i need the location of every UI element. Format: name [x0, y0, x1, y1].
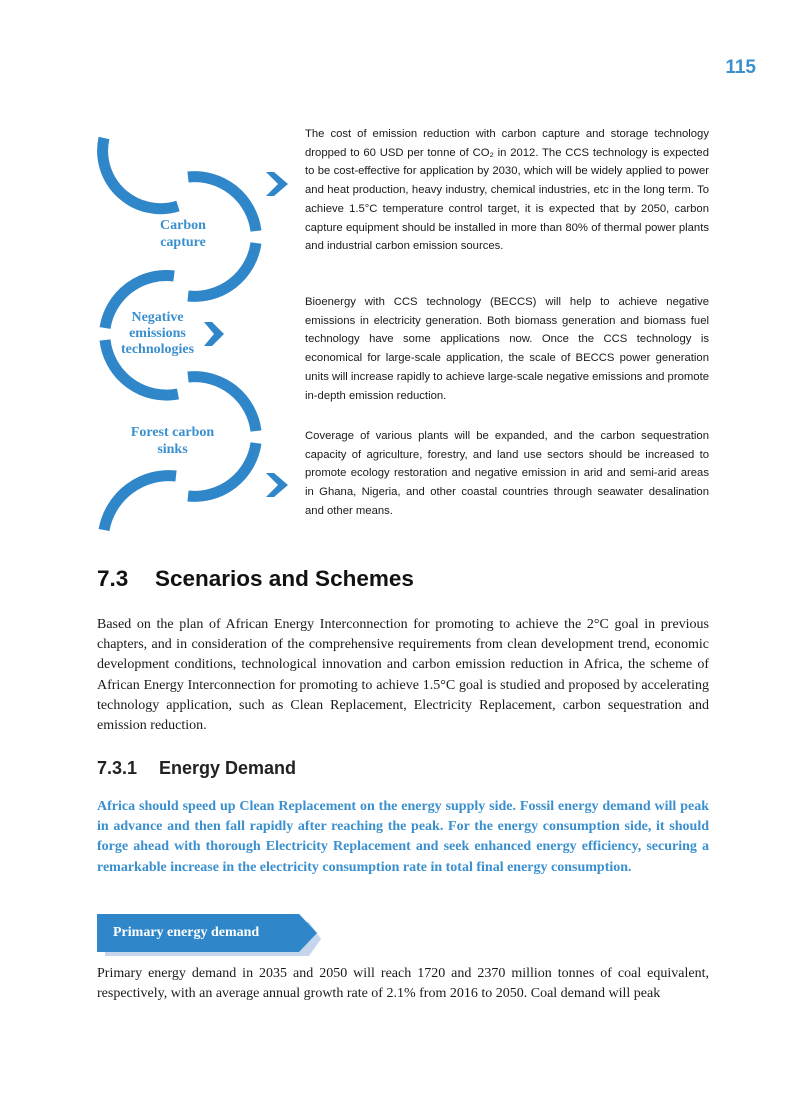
arc-1 — [103, 138, 178, 209]
label-negative-emissions — [110, 310, 205, 358]
chevron-right-icon — [266, 172, 288, 196]
section-intro-paragraph: Based on the plan of African Energy Interconnection for promoting to achieve the 2°C goal in previous chapters, and in consideration of the comprehensive requirements from clean development trend, economic development conditions, technological innovation and carbon emission reduction in Africa, the scheme of African Energy Interconnection for promoting to achieve 1.5°C goal is studied and proposed by accelerating technology application, such as Clean Replacement, Electricity Replacement, carbon sequestration and emission reduction. — [97, 617, 709, 734]
carbon-reduction-diagram — [0, 0, 300, 545]
label-line: sinks — [157, 442, 188, 457]
label-line: Negative — [131, 310, 184, 325]
label-line: technologies — [120, 342, 195, 357]
negative-emissions-paragraph: Bioenergy with CCS technology (BECCS) will help to achieve negative emissions in electricity generation. Both biomass generation and biomass fuel technology have some applications now. Once the CCS technology is economical for large-scale application, the scale of BECCS power generation units will increase rapidly to achieve large-scale negative emissions and promote in-depth emission reduction. — [305, 296, 709, 402]
arc-5 — [104, 476, 176, 530]
key-point-paragraph: Africa should speed up Clean Replacement on the energy supply side. Fossil energy demand will peak in advance and then fall rapidly after reaching the peak. For the energy consumption side, it should forge ahead with thorough Electricity Replacement and seek enhanced energy efficiency, securing a remarkable increase in the electricity consumption rate in total final energy consumption. — [97, 799, 709, 875]
chevron-right-icon — [266, 473, 288, 497]
page-number: 115 — [725, 57, 756, 78]
label-forest-carbon-sinks — [120, 424, 225, 458]
arc-4-upper — [188, 377, 256, 431]
primary-energy-demand-banner — [97, 914, 322, 958]
carbon-capture-paragraph: The cost of emission reduction with carbon capture and storage technology dropped to 60 USD per tonne of CO₂ in 2012. The CCS technology is expected to be cost-effective for application by 2030, which will be widely applied to power and heat production, heavy industry, chemical industries, etc in the long term. To achieve 1.5°C temperature control target, it is expected that by 2050, carbon capture equipment should be installed in more than 80% of thermal power plants and industrial carbon emission sources. — [305, 128, 709, 253]
section-heading — [97, 566, 414, 592]
label-line: Carbon — [160, 218, 206, 233]
subsection-title: Energy Demand — [159, 758, 297, 778]
label-line: emissions — [129, 326, 186, 341]
subsection-number: 7.3.1 — [97, 758, 138, 778]
label-line: Forest carbon — [130, 425, 215, 440]
forest-carbon-sinks-paragraph: Coverage of various plants will be expanded, and the carbon sequestration capacity of agriculture, forestry, and land use sectors should be increased to promote ecology restoration and negative emission in arid and semi-arid areas in Ghana, Nigeria, and other coastal countries through seawater desalination and other means. — [305, 430, 709, 517]
diagram-arcs — [0, 0, 300, 545]
chevron-right-icon — [204, 322, 224, 346]
subsection-heading — [97, 758, 296, 779]
arc-2-lower — [188, 243, 256, 296]
section-number: 7.3 — [97, 566, 129, 591]
label-carbon-capture — [138, 217, 228, 251]
label-line: capture — [160, 235, 206, 250]
section-title: Scenarios and Schemes — [155, 566, 414, 591]
banner-label: Primary energy demand — [113, 925, 260, 940]
primary-energy-paragraph: Primary energy demand in 2035 and 2050 will reach 1720 and 2370 million tonnes of coal equivalent, respectively, with an average annual growth rate of 2.1% from 2016 to 2050. Coal demand will peak — [97, 966, 709, 1002]
